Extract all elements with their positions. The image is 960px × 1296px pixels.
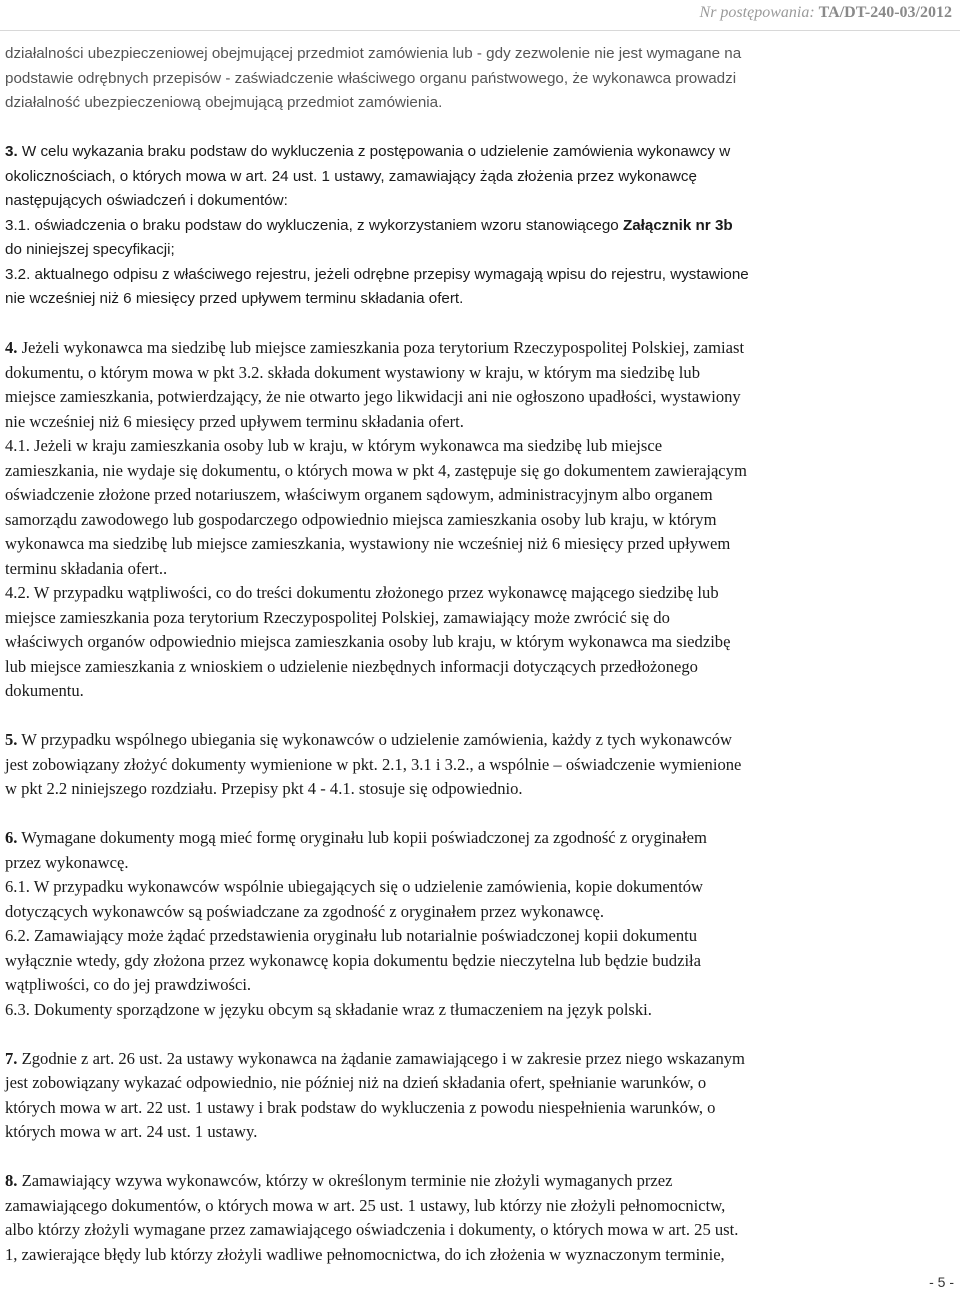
text-line: terminu składania ofert..	[5, 558, 168, 578]
text-line: dokumentu, o którym mowa w pkt 3.2. składa dokument wystawiony w kraju, w którym ma siedzibę lub	[5, 362, 700, 382]
paragraph-6: 6. Wymagane dokumenty mogą mieć formę oryginału lub kopii poświadczonej za zgodność z oryginałem	[5, 828, 707, 847]
paragraph-5: 5. W przypadku wspólnego ubiegania się wykonawców o udzielenie zamówienia, każdy z tych wykonawców	[5, 730, 732, 749]
paragraph-6-1: 6.1. W przypadku wykonawców wspólnie ubiegających się o udzielenie zamówienia, kopie dokumentów	[5, 877, 703, 896]
text-line: miejsce zamieszkania poza terytorium Rzeczypospolitej Polskiej, zamawiający może zwrócić się do	[5, 607, 670, 627]
text-line: działalności ubezpieczeniowej obejmującej przedmiot zamówienia lub - gdy zezwolenie nie jest wymagane na	[5, 45, 742, 62]
paragraph-6-2: 6.2. Zamawiający może żądać przedstawienia oryginału lub notarialnie poświadczonej kopii dokumentu	[5, 926, 698, 945]
text-line: których mowa w art. 22 ust. 1 ustawy i brak podstaw do wykluczenia z powodu niespełnienia warunków, o	[5, 1097, 716, 1117]
text-line: miejsce zamieszkania, potwierdzający, że nie otwarto jego likwidacji ani nie ogłoszono upadłości, wystawiony	[5, 387, 741, 406]
text-line: okolicznościach, o których mowa w art. 24 ust. 1 ustawy, zamawiający żąda złożenia przez wykonawcę	[5, 167, 697, 185]
paragraph-number: 8.	[5, 1171, 18, 1190]
paragraph-7: 7. Zgodnie z art. 26 ust. 2a ustawy wykonawca na żądanie zamawiającego i w zakresie przez niego wskazanym	[5, 1048, 745, 1068]
text-line: zamieszkania, nie wydaje się dokumentu, o których mowa w pkt 4, zastępuje się go dokumentem zawierającym	[5, 460, 747, 480]
text-line: przez wykonawcę.	[5, 852, 129, 872]
text-line: w pkt 2.2 niniejszego rozdziału. Przepisy pkt 4 - 4.1. stosuje się odpowiednio.	[5, 779, 523, 798]
paragraph-number: 7.	[5, 1048, 18, 1068]
text-line: wątpliwości, co do jej prawdziwości.	[5, 975, 252, 994]
text-line: do niniejszej specyfikacji;	[5, 241, 175, 258]
case-number-label: Nr postępowania:	[699, 4, 815, 21]
paragraph-3-2: 3.2. aktualnego odpisu z właściwego rejestru, jeżeli odrębne przepisy wymagają wpisu do rejestru, wystawione	[5, 265, 749, 283]
text-line: dotyczących wykonawców są poświadczane za zgodność z oryginałem przez wykonawcę.	[5, 901, 604, 921]
document-header	[700, 4, 952, 22]
page-number: - 5 -	[929, 1274, 954, 1290]
paragraph-4-2: 4.2. W przypadku wątpliwości, co do treści dokumentu złożonego przez wykonawcę mającego siedzibę lub	[5, 583, 719, 602]
text-line: nie wcześniej niż 6 miesięcy przed upływem terminu składania ofert.	[5, 290, 464, 307]
paragraph-4: 4. Jeżeli wykonawca ma siedzibę lub miejsce zamieszkania poza terytorium Rzeczypospolitej Polskiej, zamiast	[5, 338, 745, 357]
text-line: podstawie odrębnych przepisów - zaświadczenie właściwego organu państwowego, że wykonawca prowadzi	[5, 69, 737, 87]
document-body	[5, 42, 953, 1267]
text-line: wykonawca ma siedzibę lub miejsce zamieszkania, wystawiony nie wcześniej niż 6 miesięcy przed upływem	[5, 534, 731, 553]
text-line: działalność ubezpieczeniową obejmującą przedmiot zamówienia.	[5, 94, 443, 111]
paragraph-6-3: 6.3. Dokumenty sporządzone w języku obcym są składanie wraz z tłumaczeniem na język polski.	[5, 999, 652, 1019]
text-line: zamawiającego dokumentów, o których mowa w art. 25 ust. 1 ustawy, lub którzy nie złożyli pełnomocnictw,	[5, 1195, 726, 1215]
paragraph-number: 5.	[5, 730, 18, 749]
text-line: następujących oświadczeń i dokumentów:	[5, 192, 288, 209]
paragraph-number: 4.	[5, 338, 18, 357]
paragraph-number: 6.	[5, 828, 18, 847]
text-line: oświadczenie złożone przed notariuszem, właściwym organem sądowym, administracyjnym albo organem	[5, 485, 713, 504]
text-line: jest zobowiązany wykazać odpowiednio, nie później niż na dzień składania ofert, spełnianie warunków, o	[5, 1073, 707, 1092]
text-line: których mowa w art. 24 ust. 1 ustawy.	[5, 1122, 258, 1141]
attachment-reference: Załącznik nr 3b	[622, 216, 733, 234]
paragraph-4-1: 4.1. Jeżeli w kraju zamieszkania osoby lub w kraju, w którym wykonawca ma siedzibę lub miejsce	[5, 436, 663, 455]
paragraph-3: 3. W celu wykazania braku podstaw do wykluczenia z postępowania o udzielenie zamówienia wykonawcy w	[5, 143, 731, 160]
case-number: TA/DT-240-03/2012	[818, 4, 952, 21]
text-line: albo którzy złożyli wymagane przez zamawiającego oświadczenia i dokumenty, o których mowa w art. 25 ust.	[5, 1220, 739, 1239]
text-line: dokumentu.	[5, 681, 84, 700]
text-line: wyłącznie wtedy, gdy złożona przez wykonawcę kopia dokumentu będzie nieczytelna lub będzie budziła	[5, 950, 702, 970]
text-line: 1, zawierające błędy lub którzy złożyli wadliwe pełnomocnictwa, do ich złożenia w wyznaczonym terminie,	[5, 1244, 725, 1264]
text-line: jest zobowiązany złożyć dokumenty wymienione w pkt. 2.1, 3.1 i 3.2., a wspólnie – oświadczenie wymienione	[5, 754, 742, 774]
text-line: samorządu zawodowego lub gospodarczego odpowiednio miejsca zamieszkania osoby lub kraju, w którym	[5, 509, 717, 529]
paragraph-number: 3.	[5, 143, 18, 160]
header-rule	[0, 30, 960, 31]
text-line: właściwych organów odpowiednio miejsca zamieszkania osoby lub kraju, w którym wykonawca ma siedzibę	[5, 632, 731, 651]
text-line: nie wcześniej niż 6 miesięcy przed upływem terminu składania ofert.	[5, 411, 464, 431]
paragraph-3-1: 3.1. oświadczenia o braku podstaw do wykluczenia, z wykorzystaniem wzoru stanowiącego Załącznik nr 3b	[5, 216, 733, 234]
text-line: lub miejsce zamieszkania z wnioskiem o udzielenie niezbędnych informacji dotyczących przedłożonego	[5, 656, 698, 676]
paragraph-8: 8. Zamawiający wzywa wykonawców, którzy w określonym terminie nie złożyli wymaganych przez	[5, 1171, 673, 1190]
